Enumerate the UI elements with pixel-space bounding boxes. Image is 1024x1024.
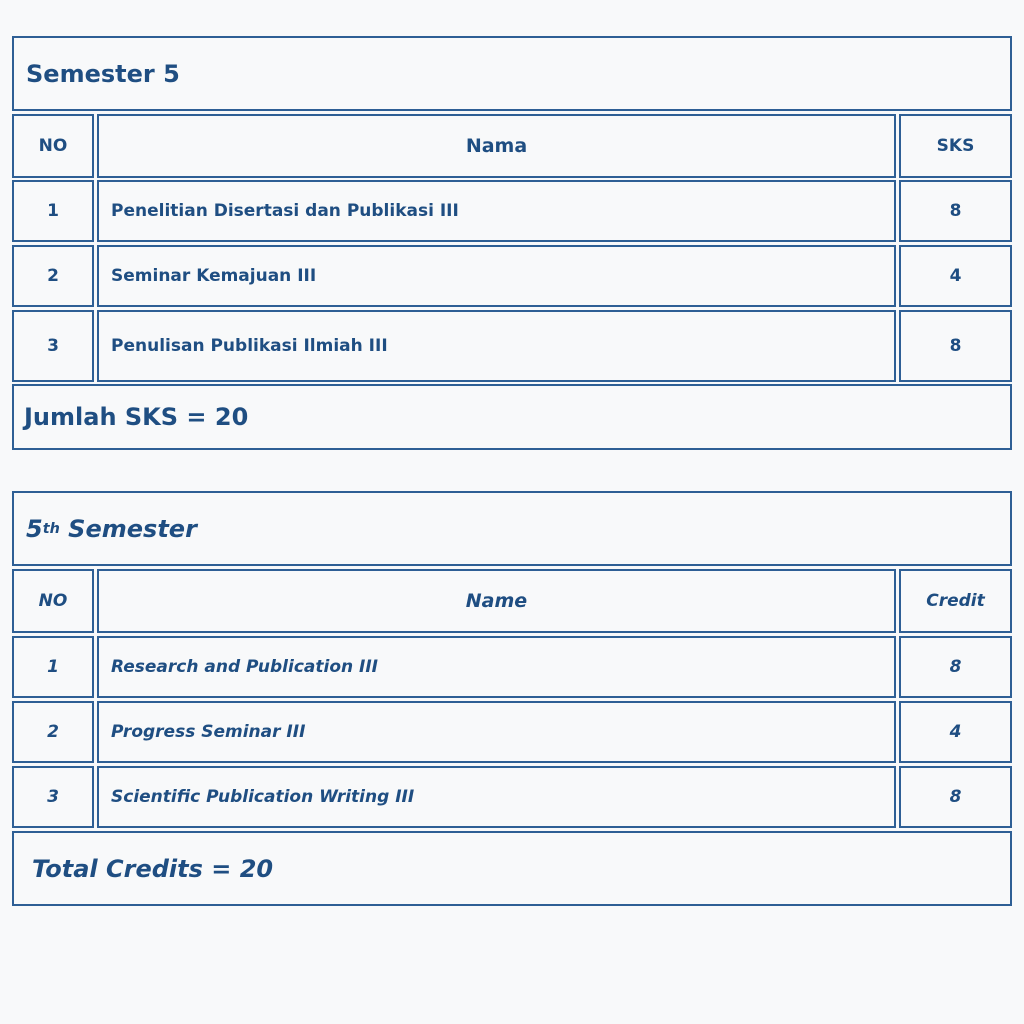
semester-title-en-num: 5 <box>26 514 43 543</box>
row-credit: 4 <box>949 266 962 286</box>
total-credits-en-text: Total Credits = 20 <box>32 854 274 883</box>
row-1-credit <box>899 180 1012 242</box>
row-name: Penulisan Publikasi Ilmiah III <box>111 336 388 356</box>
header-name-label: Nama <box>465 135 528 157</box>
row-no: 1 <box>47 657 59 677</box>
row-1-name-en <box>97 636 896 698</box>
row-1-no-en <box>12 636 94 698</box>
row-1-no <box>12 180 94 242</box>
header-no-en <box>12 569 94 633</box>
row-1-credit-en <box>899 636 1012 698</box>
row-no: 1 <box>47 201 59 221</box>
row-3-name-en <box>97 766 896 828</box>
row-credit: 8 <box>949 787 962 807</box>
row-name: Progress Seminar III <box>111 722 306 742</box>
row-credit: 8 <box>949 201 962 221</box>
row-no: 3 <box>47 336 59 356</box>
row-name: Scientific Publication Writing III <box>111 787 415 807</box>
row-no: 3 <box>47 787 59 807</box>
row-2-name <box>97 245 896 307</box>
row-no: 2 <box>47 722 59 742</box>
header-credit-label: SKS <box>936 136 975 156</box>
header-name-en <box>97 569 896 633</box>
header-credit-en <box>899 569 1012 633</box>
header-credit <box>899 114 1012 178</box>
header-name-label: Name <box>465 590 528 612</box>
row-2-no <box>12 245 94 307</box>
row-name: Penelitian Disertasi dan Publikasi III <box>111 201 459 221</box>
row-credit: 4 <box>949 722 962 742</box>
row-3-name <box>97 310 896 382</box>
row-credit: 8 <box>949 657 962 677</box>
semester-title-text: Semester 5 <box>26 59 180 88</box>
row-2-no-en <box>12 701 94 763</box>
row-3-no-en <box>12 766 94 828</box>
semester-title-en-rest: Semester <box>59 514 197 543</box>
row-2-credit-en <box>899 701 1012 763</box>
header-no-label: NO <box>38 136 68 156</box>
row-3-no <box>12 310 94 382</box>
row-1-name <box>97 180 896 242</box>
row-3-credit <box>899 310 1012 382</box>
header-no <box>12 114 94 178</box>
row-2-name-en <box>97 701 896 763</box>
row-3-credit-en <box>899 766 1012 828</box>
header-name <box>97 114 896 178</box>
row-2-credit <box>899 245 1012 307</box>
header-credit-label: Credit <box>926 591 985 611</box>
total-credits-text: Jumlah SKS = 20 <box>24 403 249 431</box>
total-credits-en <box>12 831 1012 906</box>
total-credits <box>12 384 1012 450</box>
row-name: Seminar Kemajuan III <box>111 266 317 286</box>
row-credit: 8 <box>949 336 962 356</box>
header-no-label: NO <box>38 591 68 611</box>
row-name: Research and Publication III <box>111 657 378 677</box>
semester-title-en-sup: th <box>42 520 60 537</box>
row-no: 2 <box>47 266 59 286</box>
semester-title-en <box>12 491 1012 566</box>
semester-title <box>12 36 1012 111</box>
